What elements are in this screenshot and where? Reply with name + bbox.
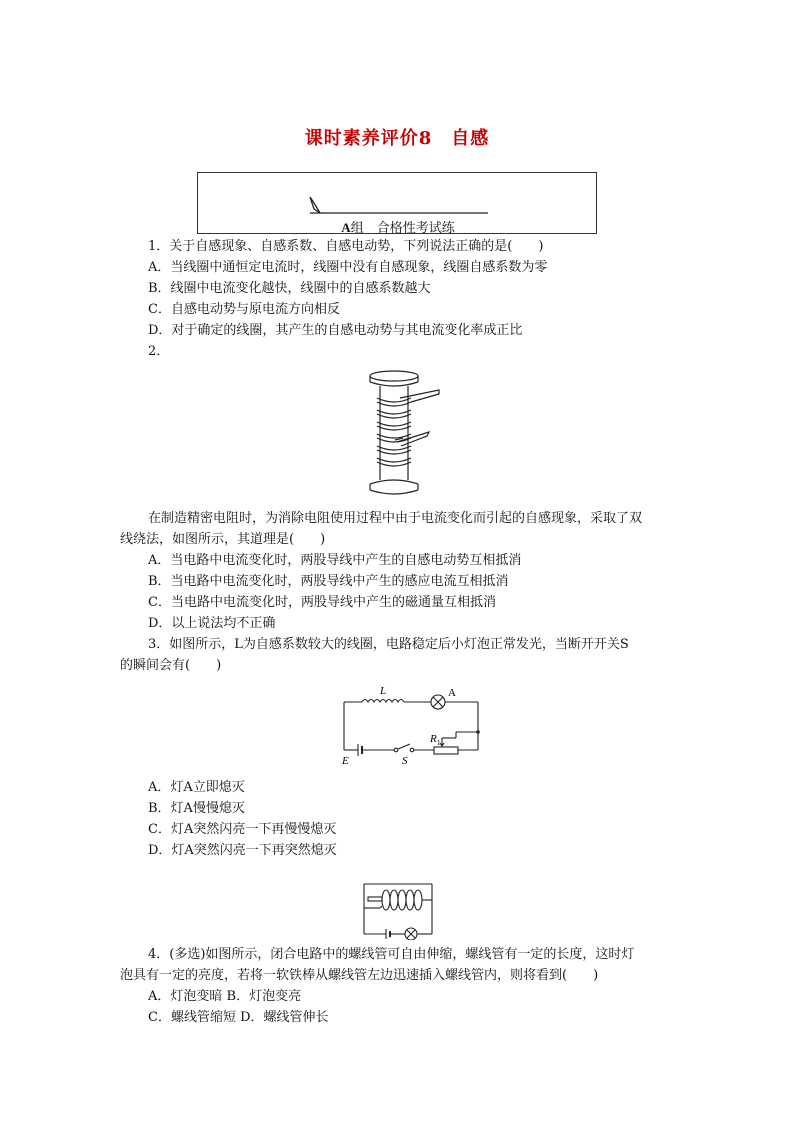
label-R: R	[430, 733, 437, 745]
q1-option-c: C．自感电动势与原电流方向相反	[148, 302, 340, 317]
section-group-label: 组 合格性考试练	[350, 221, 455, 236]
q1-option-d: D．对于确定的线圈，其产生的自感电动势与其电流变化率成正比	[148, 323, 523, 338]
bifilar-coil-figure	[355, 368, 445, 496]
q3-stem-line1: 3．如图所示，L为自感系数较大的线圈，电路稳定后小灯泡正常发光，当断开开关S	[148, 637, 629, 652]
label-A: A	[448, 687, 456, 699]
q4-stem-line2: 泡具有一定的亮度，若将一软铁棒从螺线管左边迅速插入螺线管内，则将看到( )	[120, 968, 599, 983]
q1-option-a: A．当线圈中通恒定电流时，线圈中没有自感现象，线圈自感系数为零	[148, 260, 548, 275]
q4-solenoid-circuit-figure	[360, 878, 436, 940]
q3-option-c: C．灯A突然闪亮一下再慢慢熄灭	[148, 822, 337, 837]
label-S: S	[402, 755, 408, 767]
q3-option-b: B．灯A慢慢熄灭	[148, 801, 245, 816]
q3-stem-line2: 的瞬间会有( )	[120, 658, 222, 673]
q4-options-ab: A．灯泡变暗 B．灯泡变亮	[148, 989, 302, 1004]
q1-stem: 1．关于自感现象、自感系数、自感电动势，下列说法正确的是( )	[148, 239, 544, 254]
label-L: L	[380, 685, 387, 697]
label-R-sub: 1	[437, 739, 441, 747]
q2-option-d: D．以上说法均不正确	[148, 616, 276, 631]
q4-options-cd: C．螺线管缩短 D．螺线管伸长	[148, 1010, 329, 1025]
q2-option-a: A．当电路中电流变化时，两股导线中产生的自感电动势互相抵消	[148, 553, 522, 568]
q2-number: 2．	[148, 344, 170, 359]
q2-option-c: C．当电路中电流变化时，两股导线中产生的磁通量互相抵消	[148, 595, 496, 610]
section-group-letter: A	[341, 220, 351, 235]
q2-stem-line1: 在制造精密电阻时，为消除电阻使用过程中由于电流变化而引起的自感现象，采取了双	[148, 511, 643, 526]
label-E: E	[342, 755, 349, 767]
q1-option-b: B．线圈中电流变化越快，线圈中的自感系数越大	[148, 281, 431, 296]
q3-circuit-figure	[338, 684, 488, 768]
q4-stem-line1: 4．(多选)如图所示，闭合电路中的螺线管可自由伸缩，螺线管有一定的长度，这时灯	[148, 947, 635, 962]
q3-option-a: A．灯A立即熄灭	[148, 780, 245, 795]
q2-option-b: B．当电路中电流变化时，两股导线中产生的感应电流互相抵消	[148, 574, 509, 589]
q2-stem-line2: 线绕法，如图所示，其道理是( )	[120, 532, 326, 547]
section-header-box	[197, 172, 597, 234]
q3-option-d: D．灯A突然闪亮一下再突然熄灭	[148, 843, 337, 858]
section-label	[198, 217, 598, 236]
page-title: 课时素养评价8 自感	[304, 128, 490, 149]
